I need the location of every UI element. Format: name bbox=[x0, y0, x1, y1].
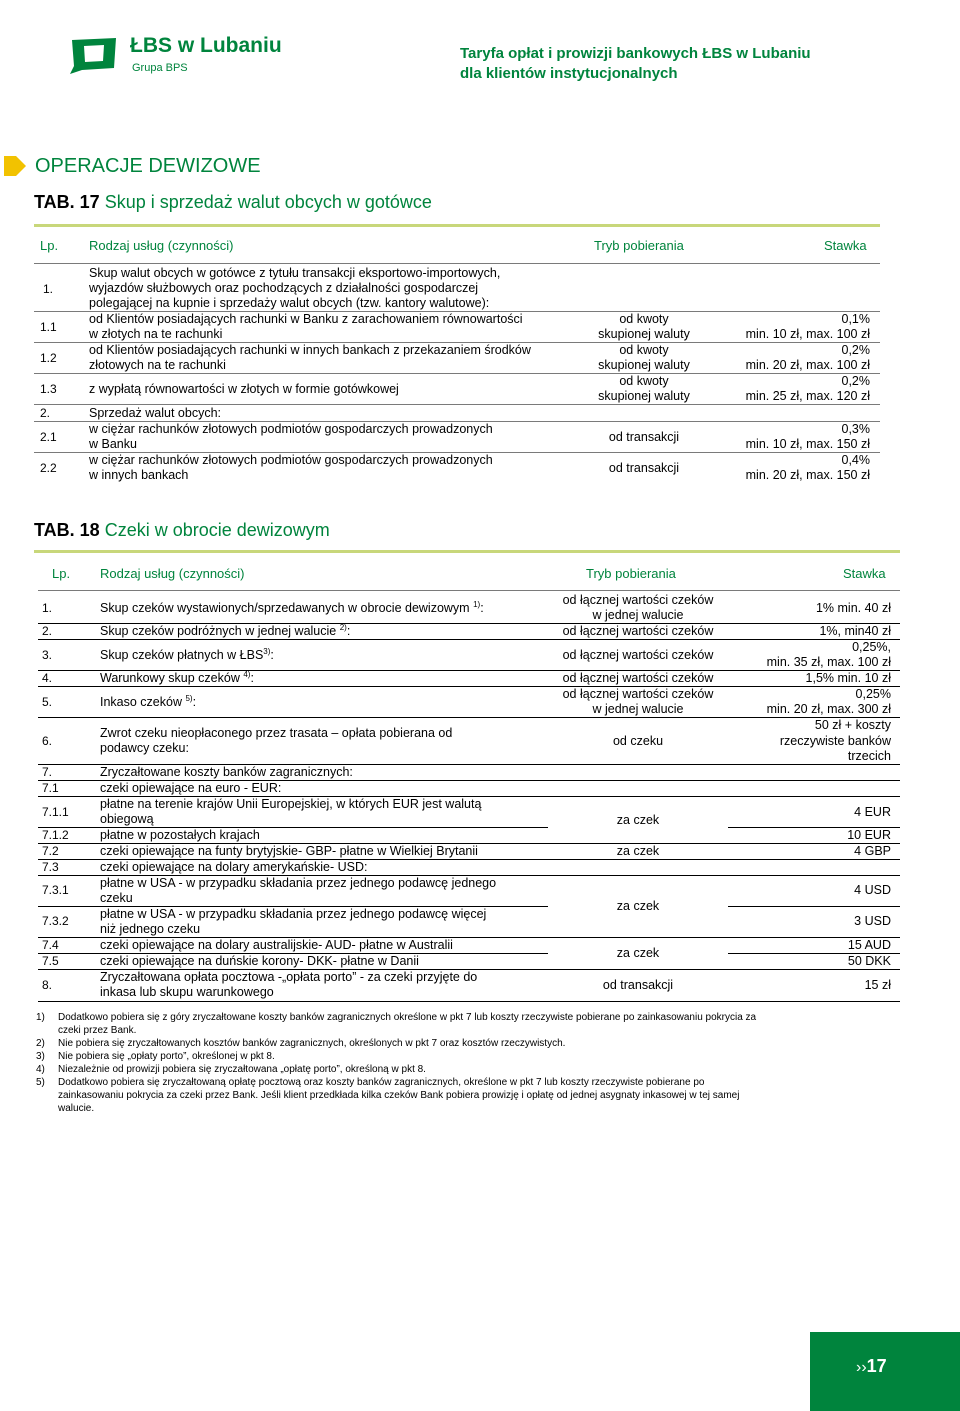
row-rate: 15 zł bbox=[864, 978, 891, 992]
row-text bbox=[100, 695, 196, 710]
tab18-header-lp: Lp. bbox=[52, 566, 71, 581]
row-text-tail: : bbox=[192, 695, 197, 709]
footnote-number: 4) bbox=[36, 1064, 45, 1075]
row-rate: min. 10 zł, max. 150 zł bbox=[745, 437, 870, 451]
logo-subtitle: Grupa BPS bbox=[132, 62, 188, 74]
logo-title: ŁBS w Lubaniu bbox=[130, 34, 282, 57]
row-lp: 1.2 bbox=[40, 351, 57, 365]
row-text-tail: : bbox=[270, 648, 274, 662]
row-lp: 7.1.1 bbox=[42, 805, 69, 819]
row-text bbox=[100, 671, 254, 686]
row-mode: za czek bbox=[616, 899, 660, 913]
footnote-ref: 4) bbox=[243, 669, 251, 679]
row-text: płatne w USA - w przypadku składania przez jednego podawcę więcej bbox=[100, 907, 487, 921]
row-text: płatne w USA - w przypadku składania przez jednego podawcę jednego bbox=[100, 876, 497, 890]
section-title: OPERACJE DEWIZOWE bbox=[35, 155, 261, 177]
row-rate: 1,5% min. 10 zł bbox=[805, 671, 891, 685]
tab17-prefix: TAB. 17 bbox=[34, 192, 100, 212]
section-arrow-icon bbox=[4, 156, 26, 176]
footnote-ref: 2) bbox=[339, 622, 347, 632]
row-lp: 7.1.2 bbox=[42, 828, 69, 842]
row-rate: 3 USD bbox=[854, 914, 891, 928]
row-rate: 10 EUR bbox=[847, 828, 891, 842]
tab17-name: Skup i sprzedaż walut obcych w gotówce bbox=[104, 192, 432, 212]
row-mode: od łącznej wartości czeków bbox=[562, 624, 714, 638]
row-text bbox=[100, 648, 274, 663]
row-text-main: Skup czeków płatnych w ŁBS bbox=[100, 648, 264, 662]
row-mode: za czek bbox=[616, 946, 660, 960]
row-mode: od łącznej wartości czeków bbox=[562, 671, 714, 685]
row-rate: 4 USD bbox=[854, 883, 891, 897]
footnote-ref: 1) bbox=[473, 599, 481, 609]
row-rate: min. 20 zł, max. 300 zł bbox=[766, 702, 891, 716]
row-lp: 2.1 bbox=[40, 430, 57, 444]
row-text-main: Skup czeków wystawionych/sprzedawanych w obrocie dewizowym bbox=[100, 601, 470, 615]
row-text-main: Inkaso czeków bbox=[100, 695, 182, 709]
row-text: obiegową bbox=[100, 812, 154, 826]
row-rate: 1% min. 40 zł bbox=[815, 601, 891, 615]
row-lp: 7.1 bbox=[42, 781, 59, 795]
row-text-tail: : bbox=[346, 624, 351, 638]
row-text: w innych bankach bbox=[89, 468, 189, 482]
row-text: w złotych na te rachunki bbox=[89, 327, 223, 341]
row-lp: 8. bbox=[42, 978, 53, 992]
row-lp: 5. bbox=[42, 695, 53, 709]
footnote-ref: 3) bbox=[263, 646, 271, 656]
row-rate: 0,2% bbox=[841, 374, 870, 388]
divider bbox=[38, 590, 900, 591]
footnote-number: 3) bbox=[36, 1051, 45, 1062]
tab18-header-service: Rodzaj usług (czynności) bbox=[100, 566, 245, 581]
row-text: polegającej na kupnie i sprzedaży walut obcych (tzw. kantory walutowe): bbox=[89, 296, 490, 310]
row-text: płatne w pozostałych krajach bbox=[100, 828, 260, 842]
row-rate: trzecich bbox=[847, 749, 891, 763]
row-rate: 0,3% bbox=[841, 422, 870, 436]
row-rate: min. 35 zł, max. 100 zł bbox=[766, 655, 891, 669]
row-rate: min. 25 zł, max. 120 zł bbox=[745, 389, 870, 403]
footnote-text: walucie. bbox=[58, 1103, 95, 1114]
footnote-number: 1) bbox=[36, 1012, 45, 1023]
footnote-number: 5) bbox=[36, 1077, 45, 1088]
divider bbox=[34, 404, 880, 405]
tab18-header-mode: Tryb pobierania bbox=[586, 566, 676, 581]
row-text: płatne na terenie krajów Unii Europejskiej, w których EUR jest walutą bbox=[100, 797, 482, 811]
header-title-line1: Taryfa opłat i prowizji bankowych ŁBS w Lubaniu bbox=[460, 45, 811, 62]
row-mode: od łącznej wartości czeków bbox=[562, 687, 714, 701]
row-mode: skupionej waluty bbox=[598, 358, 690, 372]
row-mode: od transakcji bbox=[602, 978, 674, 992]
row-text: Zryczałtowana opłata pocztowa -„opłata porto” - za czeki przyjęte do bbox=[100, 970, 478, 984]
row-text-main: Skup czeków podróżnych w jednej walucie bbox=[100, 624, 337, 638]
row-rate: 50 zł + koszty bbox=[814, 718, 891, 732]
row-text-tail: : bbox=[250, 671, 254, 685]
tab17-header-mode: Tryb pobierania bbox=[594, 238, 684, 253]
row-lp: 7.4 bbox=[42, 938, 59, 952]
row-text: wyjazdów służbowych oraz pochodzących z działalności gospodarczej bbox=[89, 281, 479, 295]
row-text: Skup walut obcych w gotówce z tytułu transakcji eksportowo-importowych, bbox=[89, 266, 501, 280]
row-lp: 2. bbox=[42, 624, 53, 638]
row-text: z wypłatą równowartości w złotych w formie gotówkowej bbox=[89, 382, 399, 396]
page-number bbox=[856, 1356, 887, 1377]
row-rate: 0,2% bbox=[841, 343, 870, 357]
tab17-title bbox=[34, 192, 432, 213]
row-text: Zwrot czeku nieopłaconego przez trasata – opłata pobierana od bbox=[100, 726, 453, 740]
header-title-line2: dla klientów instytucjonalnych bbox=[460, 65, 678, 82]
footnote-text: Nie pobiera się zryczałtowanych kosztów banków zagranicznych, określonych w pkt 7 oraz kosztów rzeczywistych. bbox=[58, 1038, 566, 1049]
row-rate: 4 GBP bbox=[854, 844, 891, 858]
row-mode: od łącznej wartości czeków bbox=[562, 648, 714, 662]
row-lp: 3. bbox=[42, 648, 53, 662]
row-text: inkasa lub skupu warunkowego bbox=[100, 985, 274, 999]
row-lp: 1. bbox=[43, 282, 54, 296]
footnote-text: Niezależnie od prowizji pobiera się zryczałtowana „opłatę porto”, określoną w pkt 8. bbox=[58, 1064, 426, 1075]
page-arrows-icon: ›› bbox=[856, 1359, 867, 1376]
row-lp: 1.1 bbox=[40, 320, 57, 334]
row-lp: 7.3 bbox=[42, 860, 59, 874]
row-mode: skupionej waluty bbox=[598, 327, 690, 341]
row-lp: 6. bbox=[42, 734, 53, 748]
row-lp: 7.2 bbox=[42, 844, 59, 858]
row-text: Zryczałtowane koszty banków zagranicznych: bbox=[100, 765, 353, 779]
row-mode: od łącznej wartości czeków bbox=[562, 593, 714, 607]
lbs-logo-icon bbox=[68, 36, 124, 74]
row-text-main: Warunkowy skup czeków bbox=[100, 671, 240, 685]
row-text bbox=[100, 601, 484, 616]
document-header bbox=[460, 44, 811, 84]
row-rate: 1%, min40 zł bbox=[819, 624, 891, 638]
row-text: w ciężar rachunków złotowych podmiotów gospodarczych prowadzonych bbox=[89, 422, 493, 436]
row-text: czeki opiewające na funty brytyjskie- GBP- płatne w Wielkiej Brytanii bbox=[100, 844, 478, 858]
footnote-text: Dodatkowo pobiera się z góry zryczałtowane koszty banków zagranicznych określone w pkt 7 lub koszty rzeczywiste pobierane po zainkasowaniu pokrycia za bbox=[58, 1012, 757, 1023]
row-mode: od transakcji bbox=[608, 430, 680, 444]
tab18-name: Czeki w obrocie dewizowym bbox=[104, 520, 330, 540]
tab17-rule bbox=[34, 224, 880, 227]
row-mode: od czeku bbox=[612, 734, 664, 748]
page-number-value: 17 bbox=[866, 1356, 887, 1376]
row-text: niż jednego czeku bbox=[100, 922, 201, 936]
row-rate: min. 10 zł, max. 100 zł bbox=[745, 327, 870, 341]
row-mode: za czek bbox=[616, 813, 660, 827]
row-lp: 1.3 bbox=[40, 382, 57, 396]
row-text: Sprzedaż walut obcych: bbox=[89, 406, 222, 420]
row-lp: 7.5 bbox=[42, 954, 59, 968]
divider bbox=[34, 263, 880, 264]
row-rate: 0,25%, bbox=[852, 640, 891, 654]
row-lp: 2.2 bbox=[40, 461, 57, 475]
row-rate: min. 20 zł, max. 100 zł bbox=[745, 358, 870, 372]
divider bbox=[728, 906, 900, 907]
footnote-text: Nie pobiera się „opłaty porto”, określonej w pkt 8. bbox=[58, 1051, 275, 1062]
row-rate: rzeczywiste banków bbox=[779, 734, 891, 748]
row-mode: w jednej walucie bbox=[592, 702, 684, 716]
tab17-header-lp: Lp. bbox=[40, 238, 59, 253]
row-mode: od kwoty bbox=[619, 343, 669, 357]
row-rate: min. 20 zł, max. 150 zł bbox=[745, 468, 870, 482]
footnote-ref: 5) bbox=[185, 693, 193, 703]
row-lp: 7. bbox=[42, 765, 53, 779]
divider bbox=[38, 1001, 900, 1002]
row-rate: 0,25% bbox=[855, 687, 891, 701]
row-text: czeku bbox=[100, 891, 133, 905]
footnote-text: czeki przez Bank. bbox=[58, 1025, 137, 1036]
footnote-text: zainkasowaniu pokrycia za czeki przez Bank. Jeśli klient przedkłada kilka czeków Bank pobiera prowizję i opłatę od jednej asygnaty inkasowej w tej samej bbox=[58, 1090, 740, 1101]
row-text: w Banku bbox=[89, 437, 137, 451]
tab17-header-rate: Stawka bbox=[824, 238, 867, 253]
row-text: czeki opiewające na dolary australijskie- AUD- płatne w Australii bbox=[100, 938, 453, 952]
row-lp: 7.3.2 bbox=[42, 914, 69, 928]
row-lp: 2. bbox=[40, 406, 51, 420]
row-lp: 1. bbox=[42, 601, 53, 615]
row-text: podawcy czeku: bbox=[100, 741, 189, 755]
row-mode: skupionej waluty bbox=[598, 389, 690, 403]
row-text: w ciężar rachunków złotowych podmiotów gospodarczych prowadzonych bbox=[89, 453, 493, 467]
row-rate: 15 AUD bbox=[847, 938, 891, 952]
tab18-header-rate: Stawka bbox=[843, 566, 886, 581]
row-text: czeki opiewające na dolary amerykańskie- USD: bbox=[100, 860, 368, 874]
row-rate: 0,4% bbox=[841, 453, 870, 467]
row-text: od Klientów posiadających rachunki w innych bankach z przekazaniem środków bbox=[89, 343, 531, 357]
row-rate: 50 DKK bbox=[847, 954, 891, 968]
row-text-tail: : bbox=[480, 601, 484, 615]
row-mode: od transakcji bbox=[608, 461, 680, 475]
row-rate: 0,1% bbox=[841, 312, 870, 326]
row-text: złotowych na te rachunki bbox=[89, 358, 226, 372]
tab18-title bbox=[34, 520, 330, 541]
row-lp: 4. bbox=[42, 671, 53, 685]
tab18-prefix: TAB. 18 bbox=[34, 520, 100, 540]
row-lp: 7.3.1 bbox=[42, 883, 69, 897]
row-mode: za czek bbox=[616, 844, 660, 858]
tab18-rule bbox=[34, 550, 900, 553]
row-mode: w jednej walucie bbox=[592, 608, 684, 622]
logo bbox=[68, 32, 298, 82]
row-text: czeki opiewające na duńskie korony- DKK- płatne w Danii bbox=[100, 954, 419, 968]
row-text: czeki opiewające na euro - EUR: bbox=[100, 781, 282, 795]
row-text: od Klientów posiadających rachunki w Banku z zarachowaniem równowartości bbox=[89, 312, 523, 326]
row-mode: od kwoty bbox=[619, 374, 669, 388]
row-rate: 4 EUR bbox=[854, 805, 891, 819]
tab17-header-service: Rodzaj usług (czynności) bbox=[89, 238, 234, 253]
row-mode: od kwoty bbox=[619, 312, 669, 326]
footnote-text: Dodatkowo pobiera się zryczałtowaną opłatę pocztową oraz koszty banków zagranicznych, określone w pkt 7 lub koszty rzeczywiste pobierane po bbox=[58, 1077, 705, 1088]
row-text bbox=[100, 624, 350, 639]
footnote-number: 2) bbox=[36, 1038, 45, 1049]
